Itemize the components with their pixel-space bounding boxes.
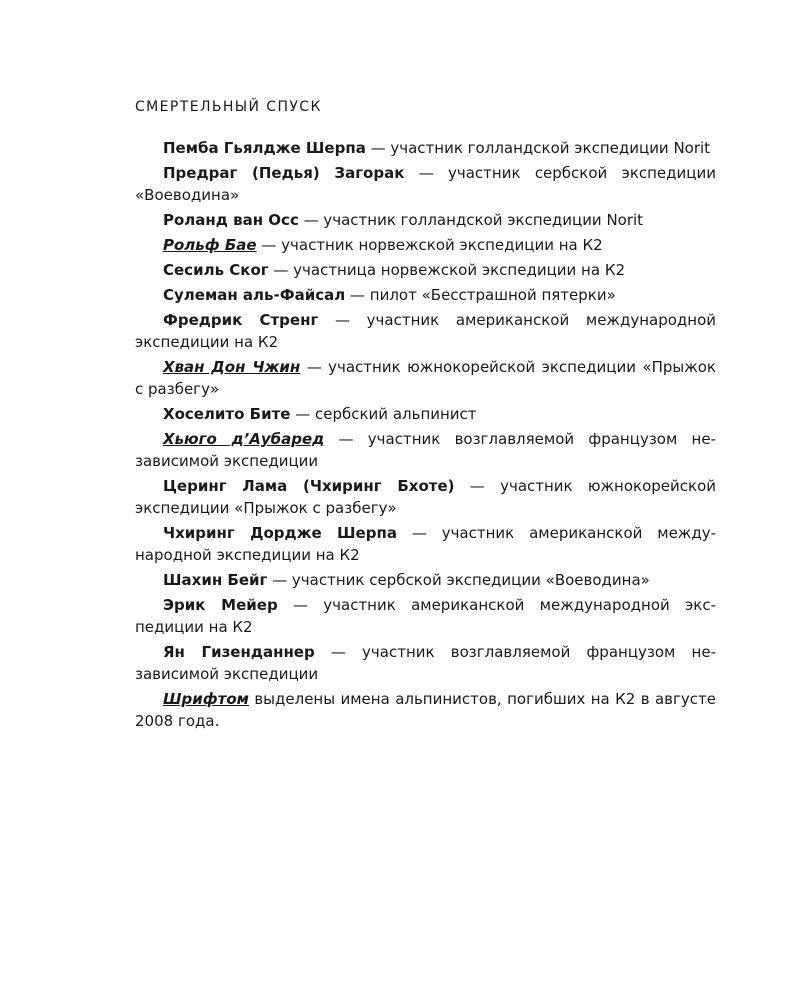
climber-name: Предраг (Педья) Загорак [163, 164, 405, 182]
climber-description: — участник сербской экспедиции «Воеводина» [135, 164, 716, 204]
list-item [135, 309, 716, 353]
climber-description: — участник сербской экспедиции «Воеводина» [267, 571, 650, 589]
list-item [135, 428, 716, 472]
list-item [135, 356, 716, 400]
climber-description: — сербский альпинист [290, 405, 477, 423]
climber-name: Сесиль Ског [163, 261, 269, 279]
list-item [135, 284, 716, 306]
list-item [135, 522, 716, 566]
climber-description: — участник южнокорейской экспедиции «Прыжок с разбегу» [135, 477, 716, 517]
climber-name: Шахин Бейг [163, 571, 268, 589]
climber-name: Пемба Гьялдже Шерпа [163, 139, 366, 157]
climber-description: — участник голландской экспедиции Norit [298, 211, 644, 229]
climber-name: Фредрик Стренг [163, 311, 319, 329]
climber-description: — участник возглавляемой французом независимой экспедиции [135, 643, 716, 683]
climber-description: — участник американской международной экспедиции на К2 [135, 311, 716, 351]
list-item [135, 209, 716, 231]
climber-description: — участник южнокорейской экспедиции «Прыжок с разбегу» [135, 358, 716, 398]
climber-description: — участник норвежской экспедиции на К2 [256, 236, 603, 254]
page-title: СМЕРТЕЛЬНЫЙ СПУСК [135, 99, 322, 115]
climber-name: Церинг Лама (Чхиринг Бхоте) [163, 477, 455, 495]
climber-name: Рольф Бае [163, 236, 257, 254]
climber-name: Хван Дон Чжин [163, 358, 301, 376]
climber-name: Чхиринг Дордже Шерпа [163, 524, 397, 542]
list-item [135, 569, 716, 591]
list-item [135, 641, 716, 685]
climber-description: — участница норвежской экспедиции на К2 [268, 261, 626, 279]
climber-name: Ян Гизенданнер [163, 643, 315, 661]
list-item [135, 137, 716, 159]
list-item [135, 475, 716, 519]
climber-description: — участник возглавляемой французом независимой экспедиции [135, 430, 716, 470]
page-content [135, 97, 716, 732]
list-item [135, 594, 716, 638]
entries-list [135, 137, 716, 685]
climber-description: — участник голландской экспедиции Norit [365, 139, 711, 157]
list-item [135, 234, 716, 256]
climber-name: Хьюго д’Аубаред [163, 430, 325, 448]
climber-name: Хоселито Бите [163, 405, 291, 423]
footnote-marker: Шрифтом [163, 690, 249, 708]
climber-name: Эрик Мейер [163, 596, 278, 614]
climber-description: — участник американской международной экспедиции на К2 [135, 524, 716, 564]
list-item [135, 403, 716, 425]
footnote-text: выделены имена альпинистов, погибших на К2 в августе 2008 года. [135, 690, 716, 730]
climber-name: Роланд ван Осс [163, 211, 299, 229]
climber-description: — пилот «Бесстрашной пятерки» [345, 286, 616, 304]
list-item [135, 162, 716, 206]
footnote [135, 688, 716, 732]
climber-description: — участник американской международной экспедиции на К2 [135, 596, 716, 636]
climber-name: Сулеман аль-Файсал [163, 286, 346, 304]
list-item [135, 259, 716, 281]
